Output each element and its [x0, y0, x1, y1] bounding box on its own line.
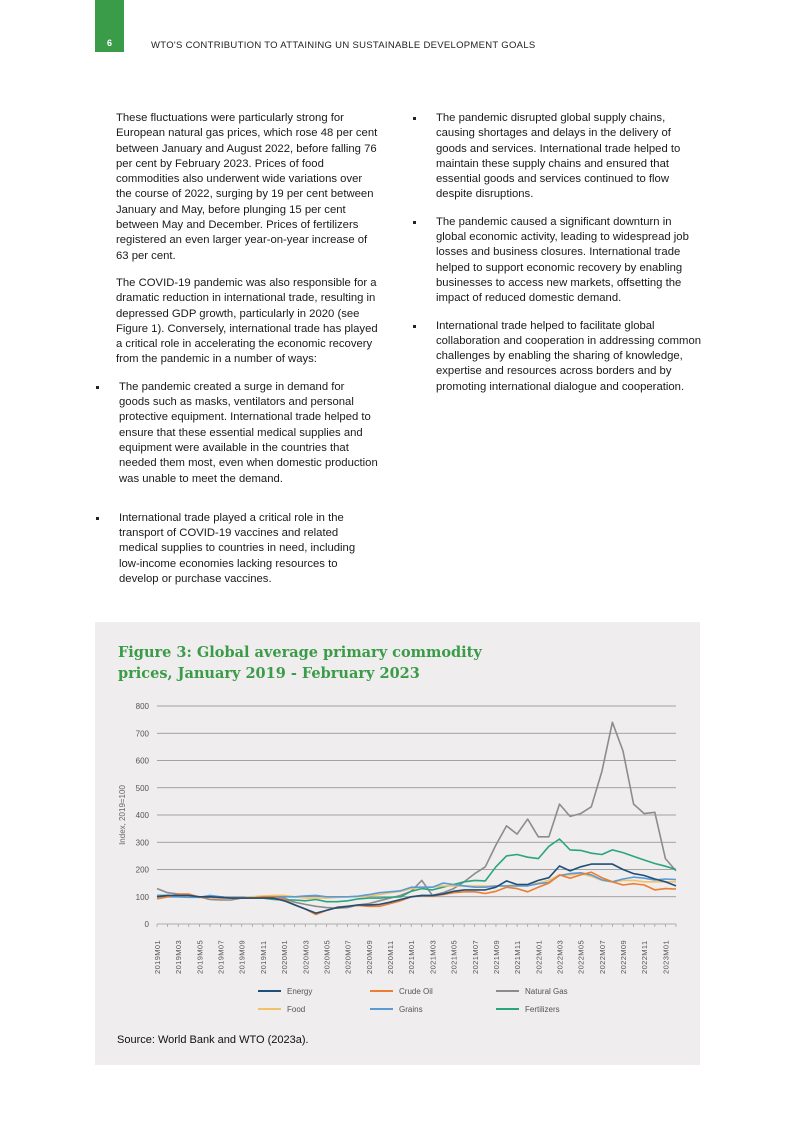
x-tick-label: 2019M03 — [174, 939, 184, 974]
x-tick-label: 2019M01 — [153, 939, 162, 974]
x-tick-label: 2021M11 — [513, 940, 523, 974]
figure-source: Source: World Bank and WTO (2023a). — [117, 1034, 309, 1046]
x-tick-label: 2022M11 — [640, 940, 650, 974]
legend-label: Food — [287, 1005, 306, 1014]
x-tick-label: 2022M01 — [534, 939, 544, 974]
left-column — [116, 111, 378, 599]
line-chart — [95, 622, 700, 1022]
x-tick-label: 2022M05 — [576, 939, 586, 974]
x-tick-label: 2021M09 — [491, 939, 501, 974]
figure-box — [95, 622, 700, 1065]
right-column — [413, 111, 703, 407]
legend-label: Energy — [287, 987, 313, 996]
y-tick-label: 200 — [135, 865, 149, 875]
x-tick-label: 2019M09 — [237, 939, 247, 974]
x-tick-label: 2021M07 — [470, 939, 480, 974]
x-tick-label: 2020M11 — [386, 940, 396, 974]
x-tick-label: 2020M09 — [364, 939, 374, 974]
running-header: WTO'S CONTRIBUTION TO ATTAINING UN SUSTAINABLE DEVELOPMENT GOALS — [151, 40, 536, 51]
figure-title: Figure 3: Global average primary commodity prices, January 2019 - February 2023 — [118, 644, 482, 682]
page-number-tab — [95, 0, 124, 52]
y-tick-label: 0 — [144, 920, 149, 929]
page-number: 6 — [106, 38, 112, 48]
y-tick-label: 700 — [135, 729, 149, 739]
y-tick-label: 300 — [135, 838, 149, 848]
y-tick-label: 400 — [135, 811, 149, 820]
x-tick-label: 2021M05 — [449, 939, 459, 974]
legend-label: Grains — [399, 1005, 423, 1014]
x-tick-label: 2020M07 — [343, 939, 353, 974]
x-tick-label: 2020M05 — [322, 939, 332, 974]
paragraph: The COVID-19 pandemic was also responsible for a dramatic reduction in international trade, resulting in depressed GDP growth, particularly in 2020 (see Figure 1). Conversely, international trade has played a critical role in accelerating the economic recovery from the pandemic in a number of ways: — [116, 276, 378, 366]
bullet-item: The pandemic disrupted global supply chains, causing shortages and delays in the delivery of goods and services. International trade helped to maintain these supply chains and ensured that essential goods and services continued to flow despite disruptions. — [413, 111, 703, 203]
x-tick-label: 2023M01 — [661, 939, 671, 974]
x-tick-label: 2019M05 — [195, 939, 205, 974]
bullet-item: International trade played a critical role in the transport of COVID-19 vaccines and related medical supplies to countries in need, including low-income economies lacking resources to develop or purchase vaccines. — [96, 511, 378, 587]
y-tick-label: 500 — [135, 783, 149, 793]
y-tick-label: 800 — [135, 702, 149, 711]
x-tick-label: 2021M01 — [407, 939, 417, 974]
paragraph: These fluctuations were particularly strong for European natural gas prices, which rose 48 per cent between January and August 2022, before falling 76 per cent by February 2023. Prices of food commodities also underwent wide variations over the course of 2022, surging by 19 per cent between January and May, before plunging 15 per cent between May and December. Prices of fertilizers registered an even larger year-on-year increase of 63 per cent. — [116, 112, 378, 262]
x-tick-label: 2021M03 — [428, 939, 438, 974]
bullet-item: International trade helped to facilitate global collaboration and cooperation in addressing common challenges by enabling the sharing of knowledge, expertise and resources across borders and by promoting international dialogue and cooperation. — [413, 319, 703, 395]
x-tick-label: 2019M11 — [258, 940, 268, 974]
y-axis-label: Index, 2019=100 — [118, 785, 127, 845]
legend-label: Fertilizers — [525, 1005, 560, 1014]
legend-label: Crude Oil — [399, 987, 433, 996]
x-tick-label: 2022M03 — [555, 939, 565, 974]
x-tick-label: 2022M07 — [597, 939, 607, 974]
series-line-fertilizers — [157, 839, 676, 902]
x-tick-label: 2020M01 — [280, 939, 290, 974]
x-tick-label: 2019M07 — [216, 939, 226, 974]
legend-label: Natural Gas — [525, 987, 568, 996]
bullet-item: The pandemic created a surge in demand for goods such as masks, ventilators and personal protective equipment. International trade helped to ensure that these essential medical supplies and equipment were available in the countries that needed them most, even when domestic production was unable to meet the demand. — [96, 380, 378, 487]
y-tick-label: 600 — [135, 756, 149, 766]
x-tick-label: 2022M09 — [619, 939, 629, 974]
x-tick-label: 2020M03 — [301, 939, 311, 974]
bullet-item: The pandemic caused a significant downturn in global economic activity, leading to widespread job losses and business closures. International trade helped to support economic recovery by enabling businesses to access new markets, offsetting the impact of reduced domestic demand. — [413, 215, 703, 307]
y-tick-label: 100 — [135, 892, 149, 902]
